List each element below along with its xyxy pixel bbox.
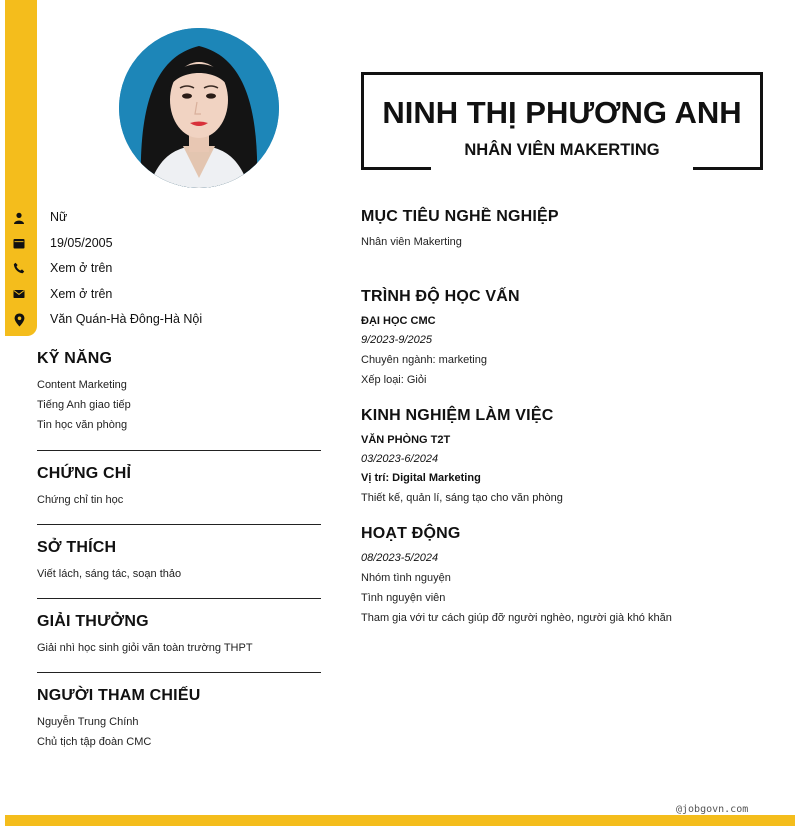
experience-description: Thiết kế, quản lí, sáng tạo cho văn phòng <box>361 492 563 504</box>
phone-icon <box>11 260 27 276</box>
skill-item: Tin học văn phòng <box>37 419 128 431</box>
certificates-section <box>37 465 131 510</box>
school-name: ĐẠI HỌC CMC <box>361 315 436 327</box>
education-title: TRÌNH ĐỘ HỌC VẤN <box>361 288 520 305</box>
objective-text: Nhân viên Makerting <box>361 236 462 248</box>
job-title: NHÂN VIÊN MAKERTING <box>464 141 660 159</box>
gender-text: Nữ <box>50 210 68 224</box>
accent-footer-bar <box>5 815 795 826</box>
skills-section <box>37 350 131 435</box>
email-text: Xem ở trên <box>50 287 113 301</box>
activities-section <box>361 525 672 628</box>
awards-section <box>37 613 253 658</box>
section-divider <box>37 450 321 451</box>
hobby-item: Viết lách, sáng tác, soạn thảo <box>37 568 182 580</box>
mail-icon <box>11 286 27 302</box>
skill-item: Content Marketing <box>37 379 127 391</box>
skills-title: KỸ NĂNG <box>37 350 113 367</box>
candidate-name: NINH THỊ PHƯƠNG ANH <box>382 95 742 130</box>
phone-text: Xem ở trên <box>50 261 113 275</box>
activity-period: 08/2023-5/2024 <box>361 552 439 564</box>
section-divider <box>37 524 321 525</box>
person-icon <box>11 210 27 226</box>
education-section <box>361 288 520 390</box>
objective-title: MỤC TIÊU NGHỀ NGHIỆP <box>361 208 559 225</box>
activity-description: Tham gia với tư cách giúp đỡ người nghèo, người già khó khăn <box>361 612 672 624</box>
address-text: Văn Quán-Hà Đông-Hà Nội <box>50 312 203 326</box>
section-divider <box>37 598 321 599</box>
company-name: VĂN PHÒNG T2T <box>361 434 451 446</box>
watermark-text: @jobgovn.com <box>676 804 749 815</box>
certificate-item: Chứng chỉ tin học <box>37 494 124 506</box>
birthdate-text: 19/05/2005 <box>50 236 113 250</box>
objective-section <box>361 208 559 252</box>
name-header-box <box>361 72 763 170</box>
location-icon <box>11 312 27 328</box>
education-major: Chuyên ngành: marketing <box>361 354 487 366</box>
education-rank: Xếp loại: Giỏi <box>361 374 427 386</box>
activity-organization: Nhóm tình nguyện <box>361 572 451 584</box>
skill-item: Tiếng Anh giao tiếp <box>37 399 131 411</box>
experience-section <box>361 407 563 508</box>
awards-title: GIẢI THƯỞNG <box>37 613 149 630</box>
box-border-right <box>693 167 763 170</box>
award-item: Giải nhì học sinh giỏi văn toàn trường THPT <box>37 642 253 654</box>
hobbies-section <box>37 539 181 584</box>
certificates-title: CHỨNG CHỈ <box>37 465 132 482</box>
reference-item: Nguyễn Trung Chính <box>37 716 139 728</box>
education-period: 9/2023-9/2025 <box>361 334 432 346</box>
experience-position: Vị trí: Digital Marketing <box>361 472 481 484</box>
activities-title: HOẠT ĐỘNG <box>361 525 461 542</box>
references-section <box>37 687 200 752</box>
hobbies-title: SỞ THÍCH <box>37 539 117 556</box>
experience-period: 03/2023-6/2024 <box>361 453 439 465</box>
avatar-photo <box>119 28 279 188</box>
activity-role: Tình nguyện viên <box>361 592 446 604</box>
calendar-icon <box>11 235 27 251</box>
experience-title: KINH NGHIỆM LÀM VIỆC <box>361 407 554 424</box>
box-border-left <box>361 167 431 170</box>
references-title: NGƯỜI THAM CHIẾU <box>37 687 201 704</box>
reference-item: Chủ tịch tập đoàn CMC <box>37 736 152 748</box>
section-divider <box>37 672 321 673</box>
